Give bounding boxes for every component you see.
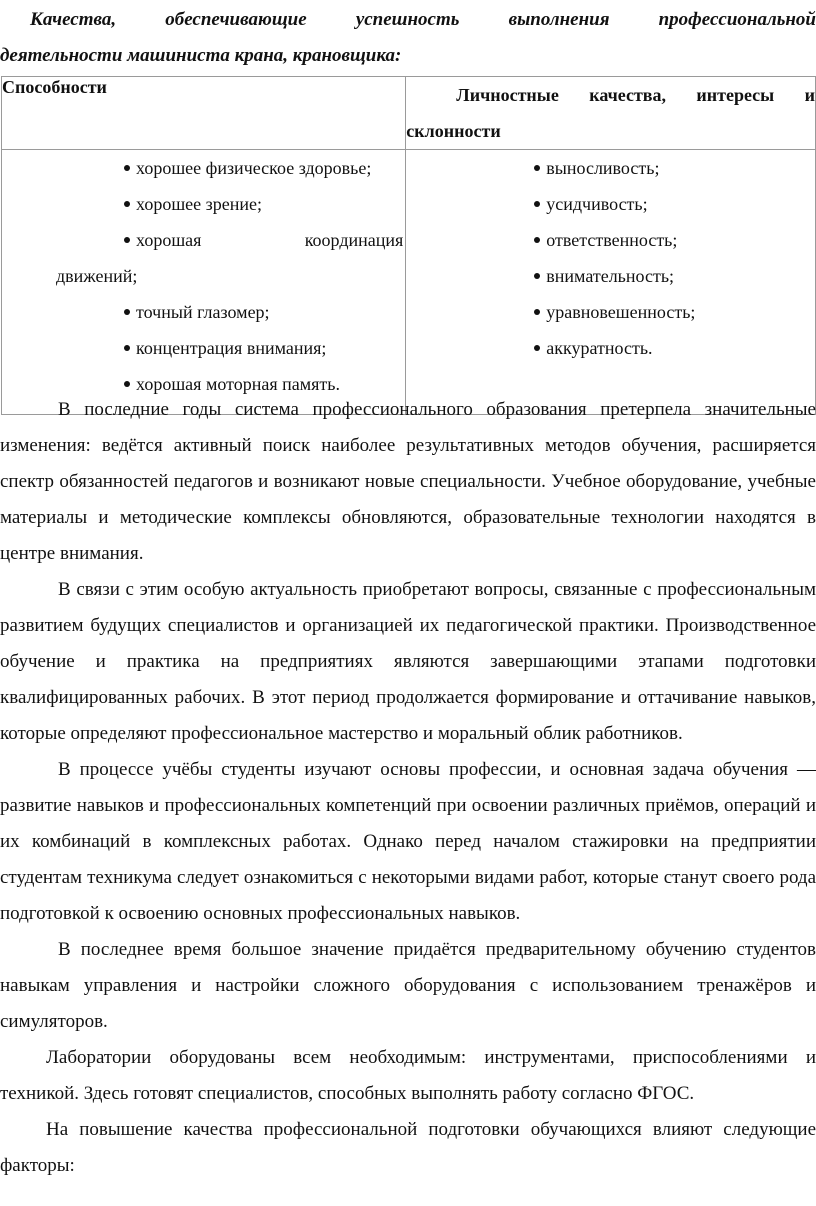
section-heading: [0, 2, 816, 74]
list-item: ответственность;: [406, 222, 813, 258]
list-item-continuation: движений;: [56, 266, 138, 286]
bullet-icon: [534, 309, 540, 315]
header-right-line-1: Личностные качества, интересы и: [456, 85, 815, 105]
bullet-icon: [124, 381, 130, 387]
list-item: хорошее зрение;: [2, 186, 403, 222]
list-item: усидчивость;: [406, 186, 813, 222]
paragraph: Лаборатории оборудованы всем необходимым: инструментами, приспособлениями и техникой. Здесь готовят специалистов, способных выполнять работу согласно ФГОС.: [0, 1047, 816, 1104]
table-header-row: [2, 77, 816, 150]
qualities-table: [1, 76, 816, 415]
paragraph: В связи с этим особую актуальность приобретают вопросы, связанные с профессиональным развитием будущих специалистов и организацией их педагогической практики. Производственное обучение и практика на предприятиях являются завершающими этапами подготовки квалифицированных рабочих. В этот период продолжается формирование и оттачивание навыков, которые определяют профессиональное мастерство и моральный облик работников.: [0, 579, 816, 744]
bullet-icon: [534, 237, 540, 243]
header-right-line-2: склонности: [406, 121, 501, 141]
list-item: хорошее физическое здоровье;: [2, 150, 403, 186]
list-item: точный глазомер;: [2, 294, 403, 330]
header-abilities: Способности: [2, 77, 406, 150]
bullet-icon: [124, 165, 130, 171]
abilities-cell: [2, 150, 406, 415]
heading-line-1: Качества, обеспечивающие успешность выполнения профессиональной: [30, 9, 816, 30]
list-item: хорошая координация: [2, 222, 403, 258]
bullet-icon: [534, 201, 540, 207]
table-body-row: [2, 150, 816, 415]
paragraph: На повышение качества профессиональной подготовки обучающихся влияют следующие факторы:: [0, 1119, 816, 1176]
body-text: [0, 392, 816, 1184]
bullet-icon: [534, 165, 540, 171]
list-item: аккуратность.: [406, 330, 813, 366]
list-item: концентрация внимания;: [2, 330, 403, 366]
paragraph: В последние годы система профессионального образования претерпела значительные изменения: ведётся активный поиск наиболее результативных методов обучения, расширяется спектр обязанностей педагогов и возникают новые специальности. Учебное оборудование, учебные материалы и методические комплексы обновляются, образовательные технологии находятся в центре внимания.: [0, 399, 816, 564]
heading-line-2: деятельности машиниста крана, крановщика:: [0, 45, 402, 66]
bullet-icon: [534, 273, 540, 279]
list-item: хорошая моторная память.: [2, 366, 403, 402]
bullet-icon: [124, 237, 130, 243]
qualities-list: [406, 150, 813, 366]
paragraph: В последнее время большое значение придаётся предварительному обучению студентов навыкам управления и настройки сложного оборудования с использованием тренажёров и симуляторов.: [0, 939, 816, 1032]
bullet-icon: [124, 309, 130, 315]
header-personal-qualities: [406, 77, 816, 150]
abilities-list: [2, 150, 403, 402]
list-item: внимательность;: [406, 258, 813, 294]
list-item: выносливость;: [406, 150, 813, 186]
bullet-icon: [124, 345, 130, 351]
bullet-icon: [534, 345, 540, 351]
qualities-cell: [406, 150, 816, 415]
bullet-icon: [124, 201, 130, 207]
list-item: уравновешенность;: [406, 294, 813, 330]
paragraph: В процессе учёбы студенты изучают основы профессии, и основная задача обучения — развитие навыков и профессиональных компетенций при освоении различных приёмов, операций и их комбинаций в комплексных работах. Однако перед началом стажировки на предприятии студентам техникума следует ознакомиться с некоторыми видами работ, которые станут своего рода подготовкой к освоению основных профессиональных навыков.: [0, 759, 816, 924]
